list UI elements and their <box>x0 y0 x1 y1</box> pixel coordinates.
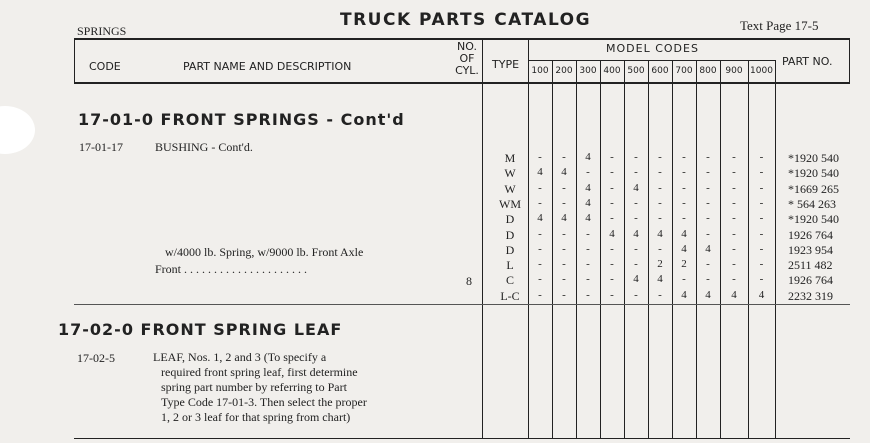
model-cell: - <box>682 196 686 209</box>
model-code-1000: 1000 <box>750 66 773 76</box>
model-cell: - <box>732 166 736 179</box>
row-type: WM <box>499 196 521 211</box>
model-cell: - <box>759 273 764 286</box>
model-cell: 4 <box>705 288 711 301</box>
grid-column-line <box>482 38 483 438</box>
bushing-code: 17-01-17 <box>79 140 123 154</box>
model-cell: 4 <box>633 273 639 286</box>
model-cell: - <box>586 273 590 286</box>
model-cell: 4 <box>681 242 687 255</box>
col-part-name: PART NAME AND DESCRIPTION <box>183 60 352 73</box>
model-cell: - <box>586 166 590 179</box>
model-cell: - <box>586 227 590 240</box>
model-code-400: 400 <box>603 66 621 76</box>
binder-hole <box>0 106 35 154</box>
model-codes-rule <box>528 60 775 61</box>
model-cell: - <box>562 242 566 255</box>
row-type: W <box>504 166 516 181</box>
section-separator <box>74 304 850 305</box>
model-cell: - <box>658 151 662 163</box>
leaf-desc-line: required front spring leaf, first determine <box>161 365 358 379</box>
model-cell: - <box>732 151 736 163</box>
model-cell: 4 <box>585 196 591 209</box>
header-right-border <box>849 38 850 84</box>
model-cell: 4 <box>705 242 711 255</box>
model-cell: - <box>658 242 662 255</box>
part-number: 2511 482 <box>788 258 833 273</box>
page-title: TRUCK PARTS CATALOG <box>340 10 592 30</box>
part-number: * 564 263 <box>788 196 836 211</box>
model-cell: 4 <box>537 166 543 179</box>
leaf-desc-line: spring part number by referring to Part <box>161 380 347 394</box>
header-bottom-rule <box>74 82 850 84</box>
model-cell: - <box>759 196 764 209</box>
model-cell: 4 <box>561 166 567 179</box>
model-cell: - <box>634 242 638 255</box>
col-cyl-line1: NO. <box>457 40 477 53</box>
model-cell: - <box>658 212 662 225</box>
model-cell: - <box>682 273 686 286</box>
model-code-200: 200 <box>555 66 573 76</box>
model-cell: - <box>538 151 542 163</box>
model-cell: - <box>562 227 566 240</box>
model-cell: - <box>610 166 614 179</box>
model-cell: 4 <box>585 181 591 194</box>
model-cell: - <box>759 151 764 163</box>
model-cell: - <box>562 196 566 209</box>
part-number: 1926 764 <box>788 273 833 288</box>
model-cell: - <box>538 258 542 271</box>
model-code-300: 300 <box>579 66 597 76</box>
model-cell: - <box>706 181 710 194</box>
model-cell: - <box>732 273 736 286</box>
model-cell: - <box>706 212 710 225</box>
model-code-700: 700 <box>675 66 693 76</box>
model-cell: 4 <box>657 273 663 286</box>
model-cell: 4 <box>758 288 765 301</box>
model-cell: - <box>759 227 764 240</box>
model-cell: 4 <box>585 212 591 225</box>
part-number: *1920 540 <box>788 212 839 227</box>
model-cell: 4 <box>681 227 687 240</box>
col-cyl <box>452 41 482 77</box>
model-cell: - <box>610 212 614 225</box>
model-code-800: 800 <box>699 66 717 76</box>
section-heading-front-spring-leaf: 17-02-0 FRONT SPRING LEAF <box>58 320 343 339</box>
row-type: W <box>504 181 516 196</box>
model-cell: - <box>610 273 614 286</box>
header-left-border <box>74 38 75 84</box>
col-part-no: PART NO. <box>782 55 833 68</box>
col-type: TYPE <box>492 58 520 71</box>
model-cell: - <box>706 258 710 271</box>
part-number: *1920 540 <box>788 166 839 181</box>
page-bottom-rule <box>74 438 850 439</box>
model-cell: - <box>538 227 542 240</box>
model-cell: - <box>732 181 736 194</box>
model-code-900: 900 <box>725 66 743 76</box>
model-cell: - <box>634 288 638 301</box>
model-cell: - <box>682 151 686 163</box>
model-cell: - <box>732 242 736 255</box>
row-type: C <box>505 273 514 288</box>
model-cell: - <box>706 273 710 286</box>
model-cell: - <box>562 273 566 286</box>
bushing-desc: BUSHING - Cont'd. <box>155 140 253 154</box>
model-cell: - <box>634 166 638 179</box>
model-cell: - <box>538 196 542 209</box>
row-type: M <box>504 151 516 165</box>
model-cell: - <box>538 288 542 301</box>
model-cell: 4 <box>633 227 639 240</box>
model-cell: 2 <box>657 258 663 271</box>
model-cell: - <box>658 166 662 179</box>
model-cell: - <box>658 181 662 194</box>
model-cell: 4 <box>585 151 591 163</box>
row-type: L-C <box>500 288 520 303</box>
model-cell: 4 <box>561 212 567 225</box>
model-cell: - <box>562 288 566 301</box>
row-type: D <box>505 212 515 227</box>
model-cell: - <box>706 166 710 179</box>
model-cell: - <box>682 166 686 179</box>
model-cell: - <box>634 196 638 209</box>
model-cell: - <box>610 258 614 271</box>
model-cell: - <box>610 242 614 255</box>
model-cell: - <box>538 181 542 194</box>
model-cell: 4 <box>731 288 737 301</box>
model-cell: - <box>682 181 686 194</box>
part-number: 2232 319 <box>788 288 833 303</box>
grid-column-line <box>775 60 776 438</box>
model-cell: - <box>732 212 736 225</box>
model-cell: - <box>759 166 764 179</box>
model-cell: 4 <box>657 227 663 240</box>
leaf-code: 17-02-5 <box>77 351 115 365</box>
model-cell: - <box>634 258 638 271</box>
model-cell: - <box>732 258 736 271</box>
model-cell: 4 <box>633 181 639 194</box>
model-cell: - <box>759 242 764 255</box>
model-cell: - <box>658 288 662 301</box>
leaf-desc-line: 1, 2 or 3 leaf for that spring from chart) <box>161 410 351 424</box>
model-cell: - <box>562 258 566 271</box>
model-cell: - <box>682 212 686 225</box>
model-cell: - <box>610 151 614 163</box>
row-type: L <box>506 258 514 273</box>
model-cell: - <box>658 196 662 209</box>
col-model-codes: MODEL CODES <box>606 42 699 55</box>
part-number: *1669 265 <box>788 181 839 196</box>
col-code: CODE <box>89 60 121 73</box>
model-code-100: 100 <box>531 66 549 76</box>
model-cell: - <box>562 181 566 194</box>
row-type: D <box>505 227 515 242</box>
model-cell: - <box>759 258 764 271</box>
model-cell: - <box>562 151 566 163</box>
model-cell: - <box>706 151 710 163</box>
model-cell: - <box>586 258 590 271</box>
bushing-detail-line2: Front . . . . . . . . . . . . . . . . . . . . . <box>155 262 308 276</box>
model-cell: 2 <box>681 258 687 271</box>
model-cell: - <box>634 212 638 225</box>
model-cell: 4 <box>537 212 543 225</box>
part-number: *1920 540 <box>788 151 839 165</box>
model-cell: - <box>610 196 614 209</box>
part-number: 1923 954 <box>788 242 833 257</box>
cyl-value: 8 <box>466 274 472 288</box>
model-cell: - <box>732 227 736 240</box>
model-cell: - <box>759 212 764 225</box>
model-cell: - <box>610 288 614 301</box>
section-heading-front-springs: 17-01-0 FRONT SPRINGS - Cont'd <box>78 110 405 129</box>
model-cell: 4 <box>609 227 615 240</box>
model-code-600: 600 <box>651 66 669 76</box>
part-number: 1926 764 <box>788 227 833 242</box>
text-page-ref: Text Page 17-5 <box>740 18 819 33</box>
model-cell: 4 <box>681 288 687 301</box>
row-type: D <box>505 242 515 257</box>
model-cell: - <box>706 196 710 209</box>
model-cell: - <box>732 196 736 209</box>
model-cell: - <box>538 242 542 255</box>
col-cyl-line3: CYL. <box>455 64 479 77</box>
leaf-desc <box>153 350 473 425</box>
bushing-detail-line1: w/4000 lb. Spring, w/9000 lb. Front Axle <box>165 245 364 259</box>
model-cell: - <box>759 181 764 194</box>
model-cell: - <box>586 288 590 301</box>
leaf-desc-line: Type Code 17-01-3. Then select the proper <box>161 395 367 409</box>
section-label: SPRINGS <box>77 24 127 38</box>
model-cell: - <box>634 151 638 163</box>
col-cyl-line2: OF <box>459 52 475 65</box>
model-cell: - <box>610 181 614 194</box>
model-code-500: 500 <box>627 66 645 76</box>
leaf-desc-line: LEAF, Nos. 1, 2 and 3 (To specify a <box>153 350 327 364</box>
model-cell: - <box>538 273 542 286</box>
model-cell: - <box>586 242 590 255</box>
model-cell: - <box>706 227 710 240</box>
